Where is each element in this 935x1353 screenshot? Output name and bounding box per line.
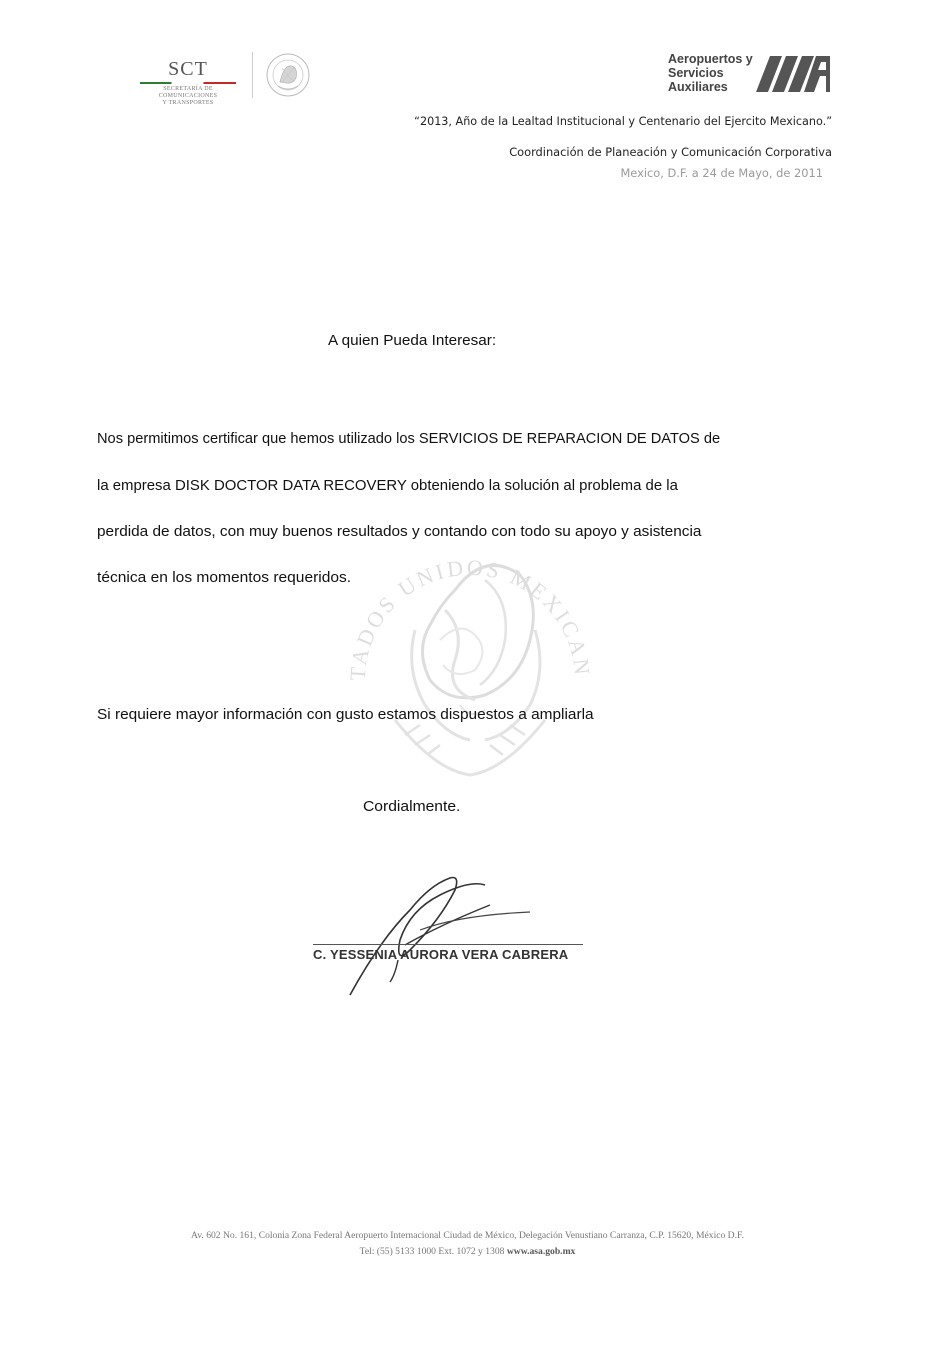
department-name: Coordinación de Planeación y Comunicación Corporativa [509, 145, 832, 159]
signatory-name: C. YESSENIA AURORA VERA CABRERA [313, 947, 569, 962]
paragraph-line-2: la empresa DISK DOCTOR DATA RECOVERY obteniendo la solución al problema de la [97, 477, 678, 494]
footer-phone: Tel: (55) 5133 1000 Ext. 1072 y 1308 [359, 1246, 505, 1257]
letter-closing: Cordialmente. [363, 798, 461, 815]
asa-stripes-logo-icon [752, 54, 832, 94]
coat-of-arms-watermark-icon [335, 520, 605, 810]
sct-subtitle-line-3: Y TRANSPORTES [162, 100, 214, 106]
additional-info-line: Si requiere mayor información con gusto estamos dispuestos a ampliarla [97, 706, 594, 723]
sct-subtitle-line-1: SECRETARÍA DE [163, 86, 213, 92]
footer-contact [0, 1246, 935, 1257]
paragraph-line-4: técnica en los momentos requeridos. [97, 569, 352, 586]
sct-subtitle-line-2: COMUNICACIONES [158, 93, 218, 99]
year-motto: “2013, Año de la Lealtad Institucional y Centenario del Ejercito Mexicano.” [414, 115, 832, 128]
handwritten-signature [300, 870, 600, 1000]
asa-logo-line-1: Aeropuertos y [668, 52, 753, 66]
signature-line [313, 944, 583, 945]
letter-greeting: A quien Pueda Interesar: [328, 332, 497, 349]
paragraph-line-1: Nos permitimos certificar que hemos utilizado los SERVICIOS DE REPARACION DE DATOS de [97, 430, 721, 447]
paragraph-line-3: perdida de datos, con muy buenos resultados y contando con todo su apoyo y asistencia [97, 523, 702, 540]
asa-logo-line-2: Servicios [668, 66, 724, 80]
logo-divider [252, 52, 253, 98]
asa-logo-line-3: Auxiliares [668, 80, 728, 94]
sct-logo [140, 56, 240, 110]
letter-date: Mexico, D.F. a 24 de Mayo, de 2011 [620, 166, 823, 180]
watermark-arc-text: TADOS UNIDOS MEXICAN [344, 554, 596, 682]
sct-logo-rule [140, 82, 236, 84]
sct-logo-subtitle [140, 86, 236, 107]
footer-website-link[interactable]: www.asa.gob.mx [506, 1246, 576, 1257]
mexican-coat-of-arms-icon [260, 52, 316, 98]
footer-address: Av. 602 No. 161, Colonia Zona Federal Aeropuerto Internacional Ciudad de México, Delegación Venustiano Carranza, C.P. 15620, México D.F. [191, 1230, 744, 1241]
sct-logo-title: SCT [168, 58, 208, 80]
